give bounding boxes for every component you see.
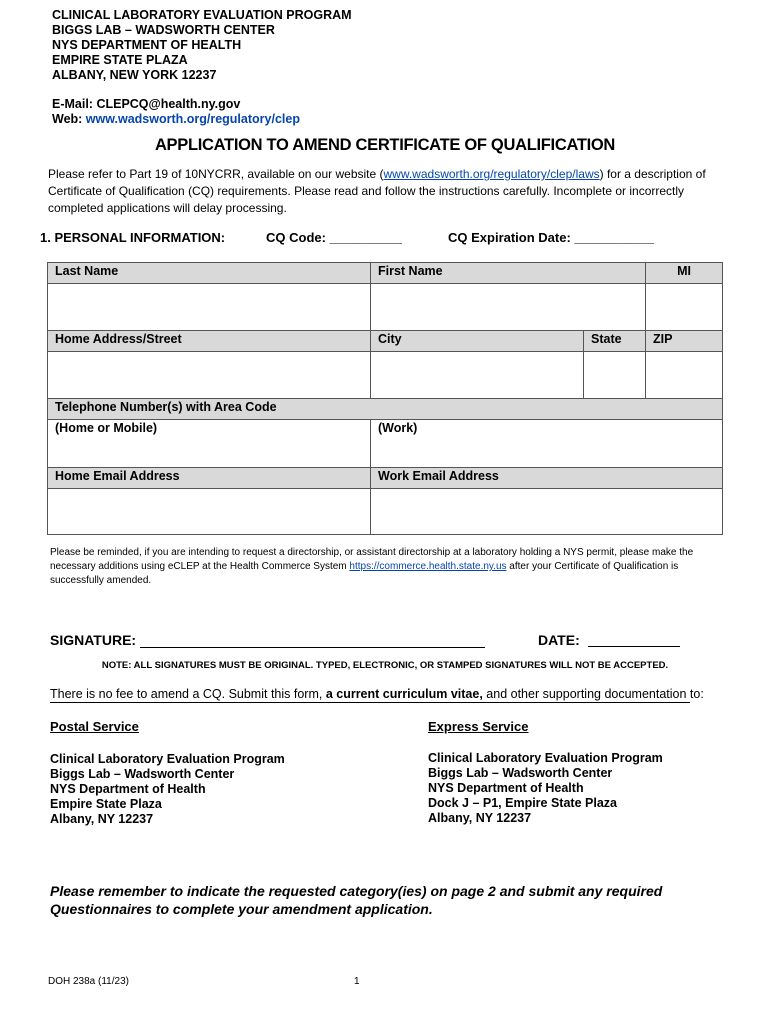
header-line: BIGGS LAB – WADSWORTH CENTER	[52, 23, 275, 37]
express-address-line: Dock J – P1, Empire State Plaza	[428, 796, 617, 810]
signature-line	[50, 632, 690, 648]
work-email-input[interactable]	[371, 489, 723, 535]
fee-text: There is no fee to amend a CQ. Submit this form,	[50, 687, 326, 701]
mi-label: MI	[646, 263, 723, 284]
work-phone-input[interactable]: (Work)	[371, 420, 723, 468]
fee-cv-text: a current curriculum vitae,	[325, 687, 483, 701]
page-number: 1	[354, 976, 360, 987]
eclep-reminder	[50, 546, 722, 588]
header-line: CLINICAL LABORATORY EVALUATION PROGRAM	[52, 8, 352, 22]
web-label: Web:	[52, 112, 86, 126]
commerce-link[interactable]: https://commerce.health.state.ny.us	[349, 561, 507, 572]
telephone-label: Telephone Number(s) with Area Code	[48, 399, 723, 420]
home-address-label: Home Address/Street	[48, 331, 371, 352]
header-line: EMPIRE STATE PLAZA	[52, 53, 188, 67]
postal-address-line: Empire State Plaza	[50, 797, 162, 811]
intro-paragraph	[48, 166, 738, 217]
fee-underline	[50, 702, 690, 703]
signature-field[interactable]	[140, 633, 485, 648]
express-address-line: NYS Department of Health	[428, 781, 584, 795]
zip-input[interactable]	[646, 352, 723, 399]
email-line: E-Mail: CLEPCQ@health.ny.gov	[52, 97, 241, 111]
postal-address-line: Clinical Laboratory Evaluation Program	[50, 752, 285, 766]
state-label: State	[584, 331, 646, 352]
home-address-input[interactable]	[48, 352, 371, 399]
express-address-line: Biggs Lab – Wadsworth Center	[428, 766, 613, 780]
fee-text-rest: and other supporting documentation to:	[482, 687, 704, 701]
laws-link[interactable]: www.wadsworth.org/regulatory/clep/laws	[383, 167, 600, 181]
first-name-input[interactable]	[371, 284, 646, 331]
date-label: DATE:	[538, 632, 580, 648]
intro-text: Please refer to Part 19 of 10NYCRR, available on our website (	[48, 167, 384, 181]
section-heading: 1. PERSONAL INFORMATION:	[40, 230, 226, 245]
express-address	[428, 751, 663, 826]
reminder-text: Please be reminded, if you are intending to request a directorship, or assistant directorship at a laboratory holding a NYS permit, please make the necessary additions using eCLEP at the Health Commerce System	[50, 547, 694, 572]
last-name-input[interactable]	[48, 284, 371, 331]
cq-code-field[interactable]: CQ Code: __________	[266, 230, 402, 245]
home-email-input[interactable]	[48, 489, 371, 535]
zip-label: ZIP	[646, 331, 723, 352]
postal-heading: Postal Service	[50, 719, 139, 734]
header-line: ALBANY, NEW YORK 12237	[52, 68, 217, 82]
form-id: DOH 238a (11/23)	[48, 976, 129, 987]
section-personal-info	[40, 230, 740, 246]
signature-note: NOTE: ALL SIGNATURES MUST BE ORIGINAL. TYPED, ELECTRONIC, OR STAMPED SIGNATURES WILL NOT BE ACCEPTED.	[101, 660, 669, 671]
signature-label: SIGNATURE:	[50, 632, 137, 648]
express-address-line: Albany, NY 12237	[428, 811, 532, 825]
express-heading: Express Service	[428, 719, 529, 734]
mi-input[interactable]	[646, 284, 723, 331]
work-email-label: Work Email Address	[371, 468, 723, 489]
last-name-label: Last Name	[48, 263, 371, 284]
postal-address-line: Biggs Lab – Wadsworth Center	[50, 767, 235, 781]
state-input[interactable]	[584, 352, 646, 399]
personal-info-table	[47, 262, 723, 535]
web-line	[52, 112, 300, 127]
home-phone-input[interactable]: (Home or Mobile)	[48, 420, 371, 468]
reminder-text-rest: after your Certificate of Qualification is successfully amended.	[50, 561, 679, 586]
express-address-line: Clinical Laboratory Evaluation Program	[428, 751, 663, 765]
page-title: APPLICATION TO AMEND CERTIFICATE OF QUALIFICATION	[154, 136, 616, 154]
postal-address-line: NYS Department of Health	[50, 782, 206, 796]
postal-address	[50, 752, 285, 827]
program-header	[52, 8, 352, 83]
first-name-label: First Name	[371, 263, 646, 284]
postal-address-line: Albany, NY 12237	[50, 812, 154, 826]
city-input[interactable]	[371, 352, 584, 399]
cq-expiration-field[interactable]: CQ Expiration Date: ___________	[448, 230, 654, 245]
category-reminder: Please remember to indicate the requested category(ies) on page 2 and submit any required Questionnaires to complete your amendment application.	[50, 883, 663, 917]
web-link[interactable]: www.wadsworth.org/regulatory/clep	[85, 112, 300, 126]
intro-text-rest: ) for a description of Certificate of Qualification (CQ) requirements. Please read and follow the instructions carefully. Incomplete or incorrectly completed applications will delay processing.	[48, 167, 706, 215]
city-label: City	[371, 331, 584, 352]
date-field[interactable]	[588, 632, 680, 647]
home-email-label: Home Email Address	[48, 468, 371, 489]
header-line: NYS DEPARTMENT OF HEALTH	[52, 38, 242, 52]
contact-block	[52, 97, 300, 127]
fee-statement	[50, 687, 704, 701]
